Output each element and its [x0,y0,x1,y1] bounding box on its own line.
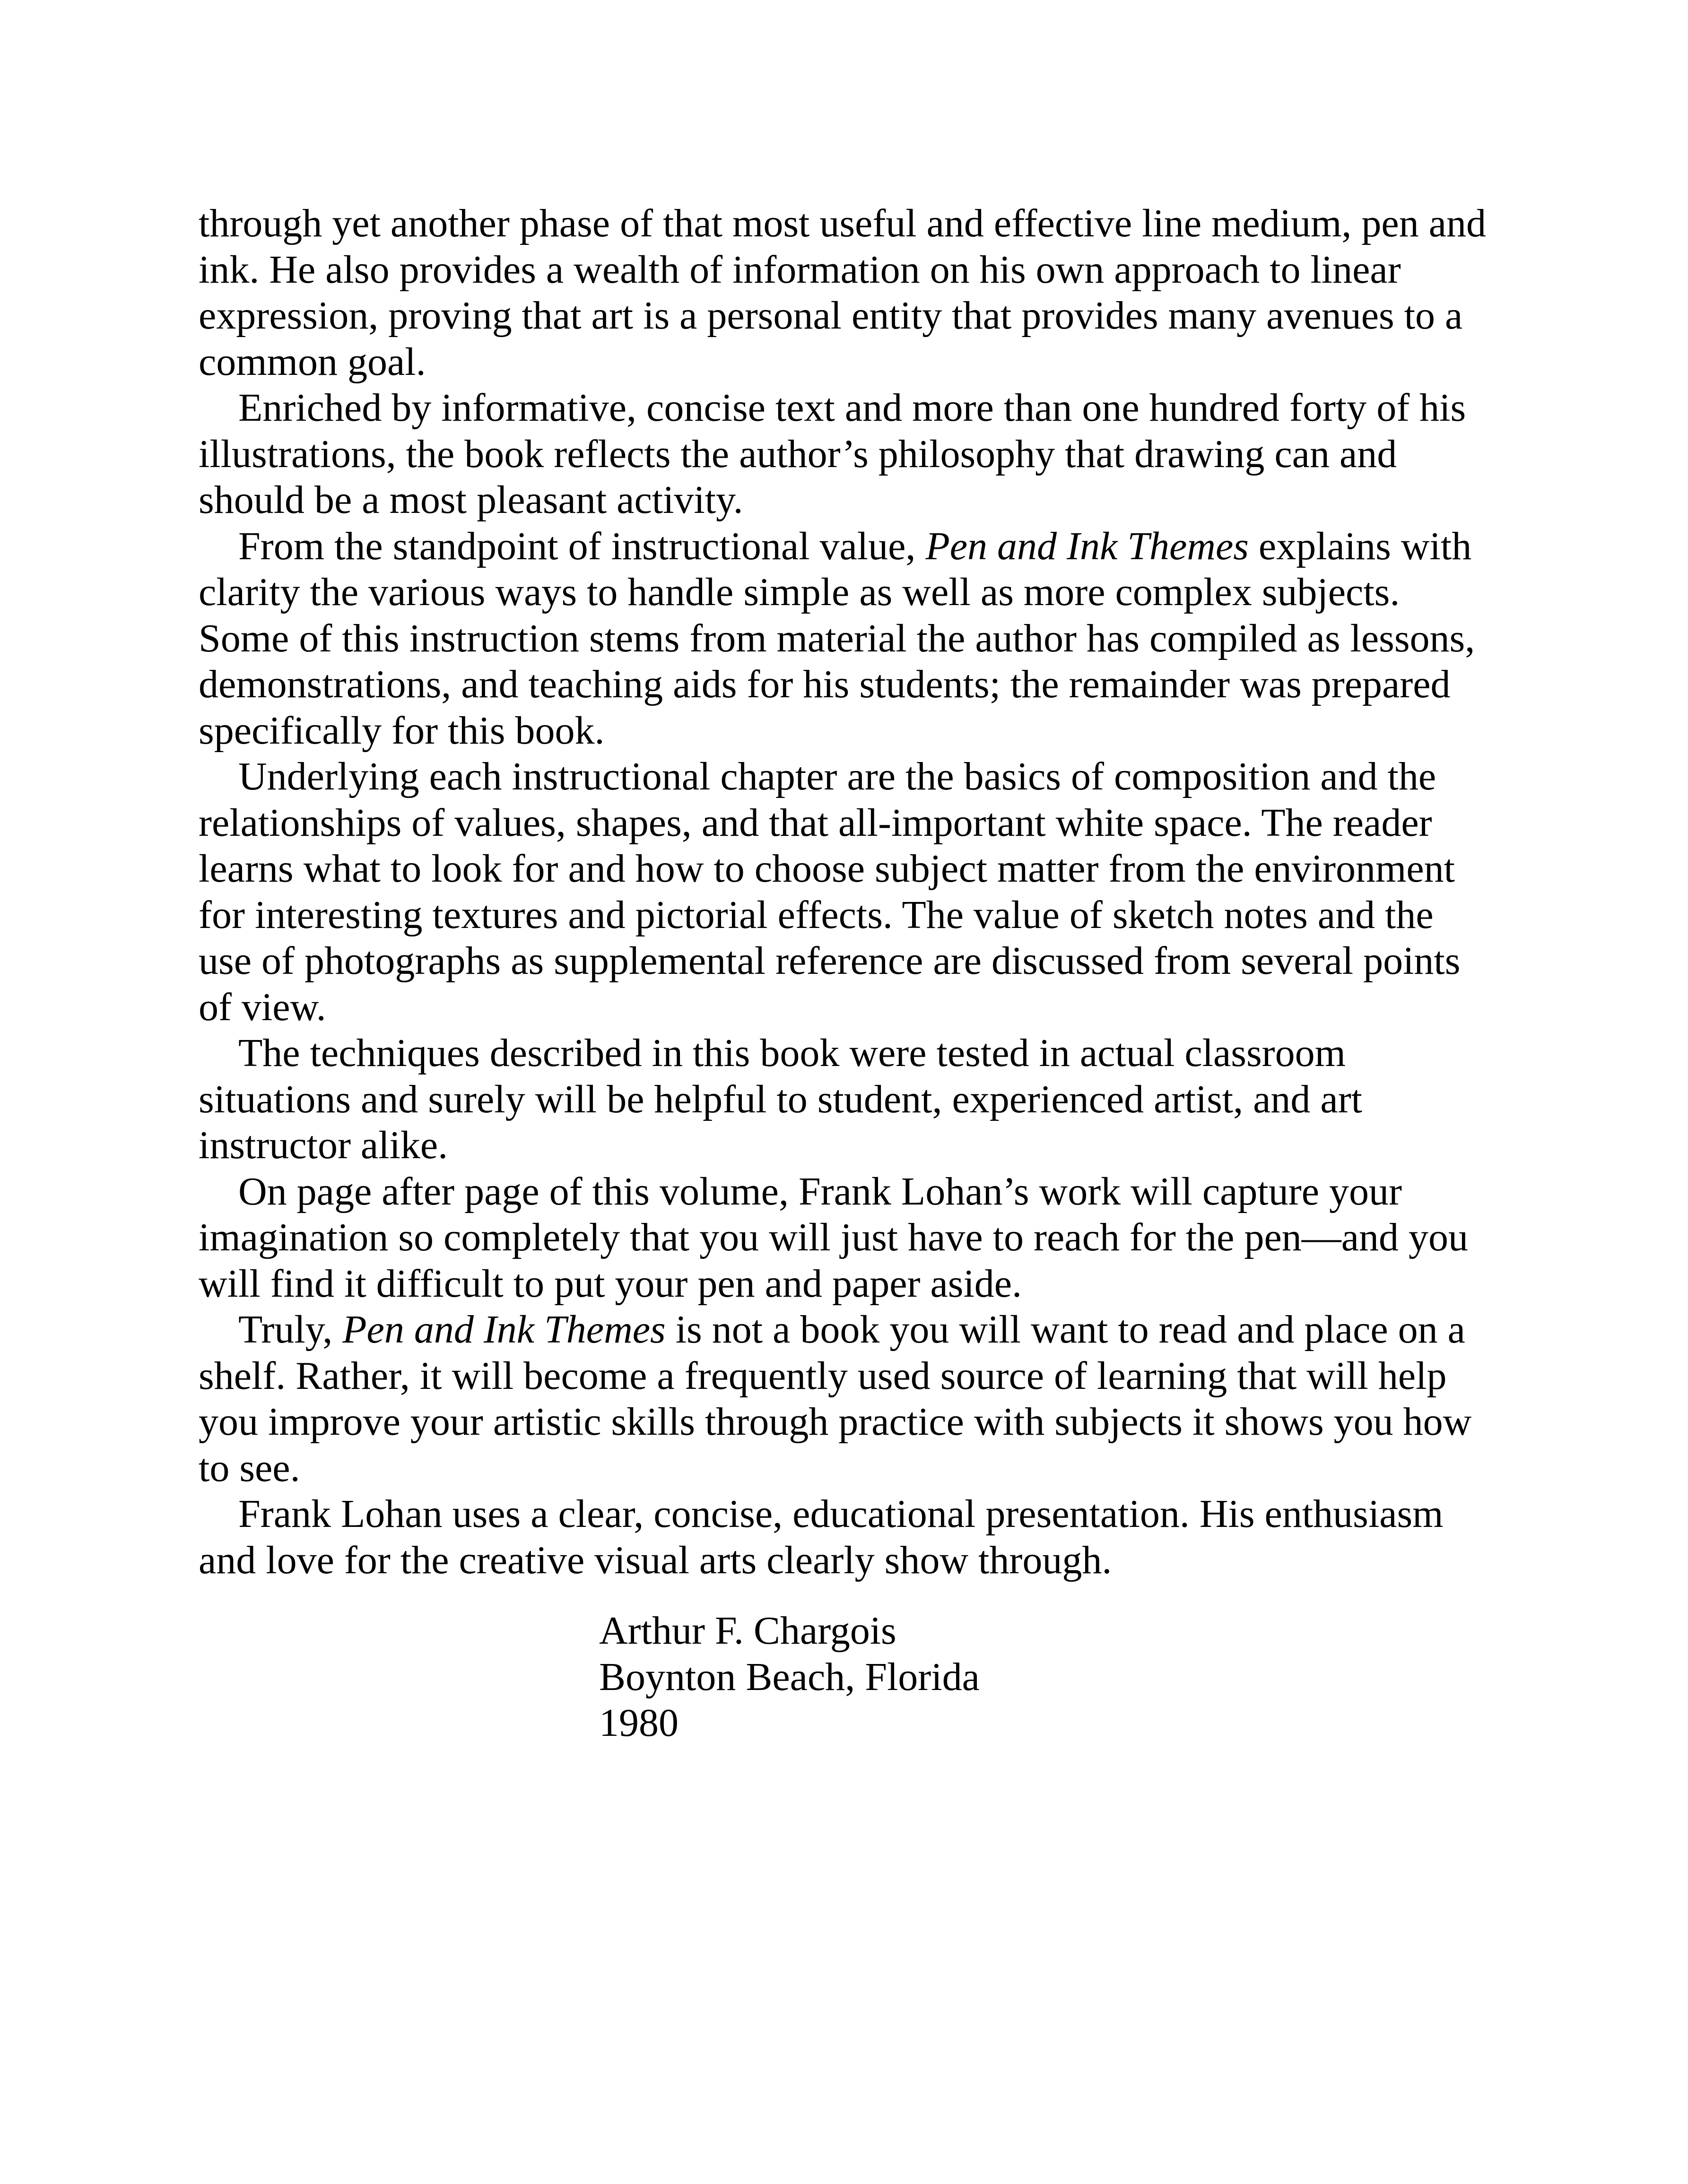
text-line [199,1122,1523,1169]
text-run: will find it difficult to put your pen and paper aside. [199,1261,1022,1306]
text-run: The techniques described in this book were tested in actual classroom [238,1031,1346,1075]
text-run: illustrations, the book reflects the author’s philosophy that drawing can and [199,432,1397,476]
text-line [199,1307,1523,1353]
text-run: Frank Lohan uses a clear, concise, educational presentation. His enthusiasm [238,1492,1444,1536]
text-run: specifically for this book. [199,708,605,753]
text-line [199,1261,1523,1307]
text-line [199,615,1523,662]
foreword-text [199,200,1523,1746]
text-run: relationships of values, shapes, and that all-important white space. The reader [199,800,1432,845]
signature-location: Boynton Beach, Florida [599,1655,980,1699]
text-run: for interesting textures and pictorial effects. The value of sketch notes and the [199,893,1434,937]
signature-name: Arthur F. Chargois [599,1609,896,1653]
text-run: learns what to look for and how to choose subject matter from the environment [199,847,1455,891]
text-run: Enriched by informative, concise text and more than one hundred forty of his [238,386,1466,430]
text-line [199,247,1523,293]
text-line [199,1169,1523,1215]
signature-block [599,1608,1523,1746]
text-line [199,661,1523,708]
text-line [199,569,1523,615]
text-run: On page after page of this volume, Frank Lohan’s work will capture your [238,1169,1402,1213]
text-run: imagination so completely that you will just have to reach for the pen—and you [199,1215,1469,1259]
text-line [199,1491,1523,1537]
text-line [199,892,1523,938]
text-line [199,1445,1523,1491]
text-run: you improve your artistic skills through practice with subjects it shows you how [199,1400,1472,1444]
text-line [199,1214,1523,1261]
text-run: of view. [199,985,326,1029]
text-run: should be a most pleasant activity. [199,478,743,522]
paragraph [199,1169,1523,1307]
text-line [199,431,1523,477]
text-run: shelf. Rather, it will become a frequently used source of learning that will help [199,1353,1447,1398]
text-run: expression, proving that art is a personal entity that provides many avenues to a [199,294,1463,338]
text-line [199,477,1523,523]
text-run: Truly, [238,1308,343,1352]
text-run: use of photographs as supplemental reference are discussed from several points [199,939,1461,983]
text-line [199,200,1523,247]
text-line [199,800,1523,846]
text-line [199,1537,1523,1584]
paragraph [199,523,1523,754]
text-run: through yet another phase of that most useful and effective line medium, pen and [199,201,1486,245]
text-line [199,339,1523,385]
text-run: Some of this instruction stems from material the author has compiled as lessons, [199,616,1475,660]
text-line [199,385,1523,431]
text-run: Underlying each instructional chapter are the basics of composition and the [238,754,1436,798]
signature-year: 1980 [599,1701,679,1745]
text-run: situations and surely will be helpful to student, experienced artist, and art [199,1077,1363,1121]
paragraph [199,1491,1523,1583]
text-run: clarity the various ways to handle simple as well as more complex subjects. [199,570,1400,614]
text-run: instructor alike. [199,1123,448,1167]
text-line [199,1030,1523,1076]
text-run: is not a book you will want to read and place on a [665,1308,1465,1352]
text-line [199,938,1523,984]
paragraph [199,200,1523,385]
text-line [199,846,1523,892]
text-line [199,754,1523,800]
book-title-italic: Pen and Ink Themes [342,1308,666,1352]
text-line [199,293,1523,339]
text-line [199,1353,1523,1399]
text-line [199,1399,1523,1445]
text-run: From the standpoint of instructional value, [238,524,926,568]
text-run: common goal. [199,339,426,384]
text-run: to see. [199,1446,300,1490]
paragraph [199,385,1523,523]
paragraph [199,1307,1523,1491]
text-run: ink. He also provides a wealth of information on his own approach to linear [199,247,1401,292]
text-line [199,523,1523,570]
text-run: explains with [1248,524,1472,568]
book-title-italic: Pen and Ink Themes [925,524,1249,568]
paragraph [199,754,1523,1030]
text-run: demonstrations, and teaching aids for his students; the remainder was prepared [199,662,1451,706]
text-line [199,708,1523,754]
paragraph [199,1030,1523,1169]
text-run: and love for the creative visual arts clearly show through. [199,1538,1112,1582]
text-line [199,984,1523,1031]
text-line [199,1076,1523,1123]
